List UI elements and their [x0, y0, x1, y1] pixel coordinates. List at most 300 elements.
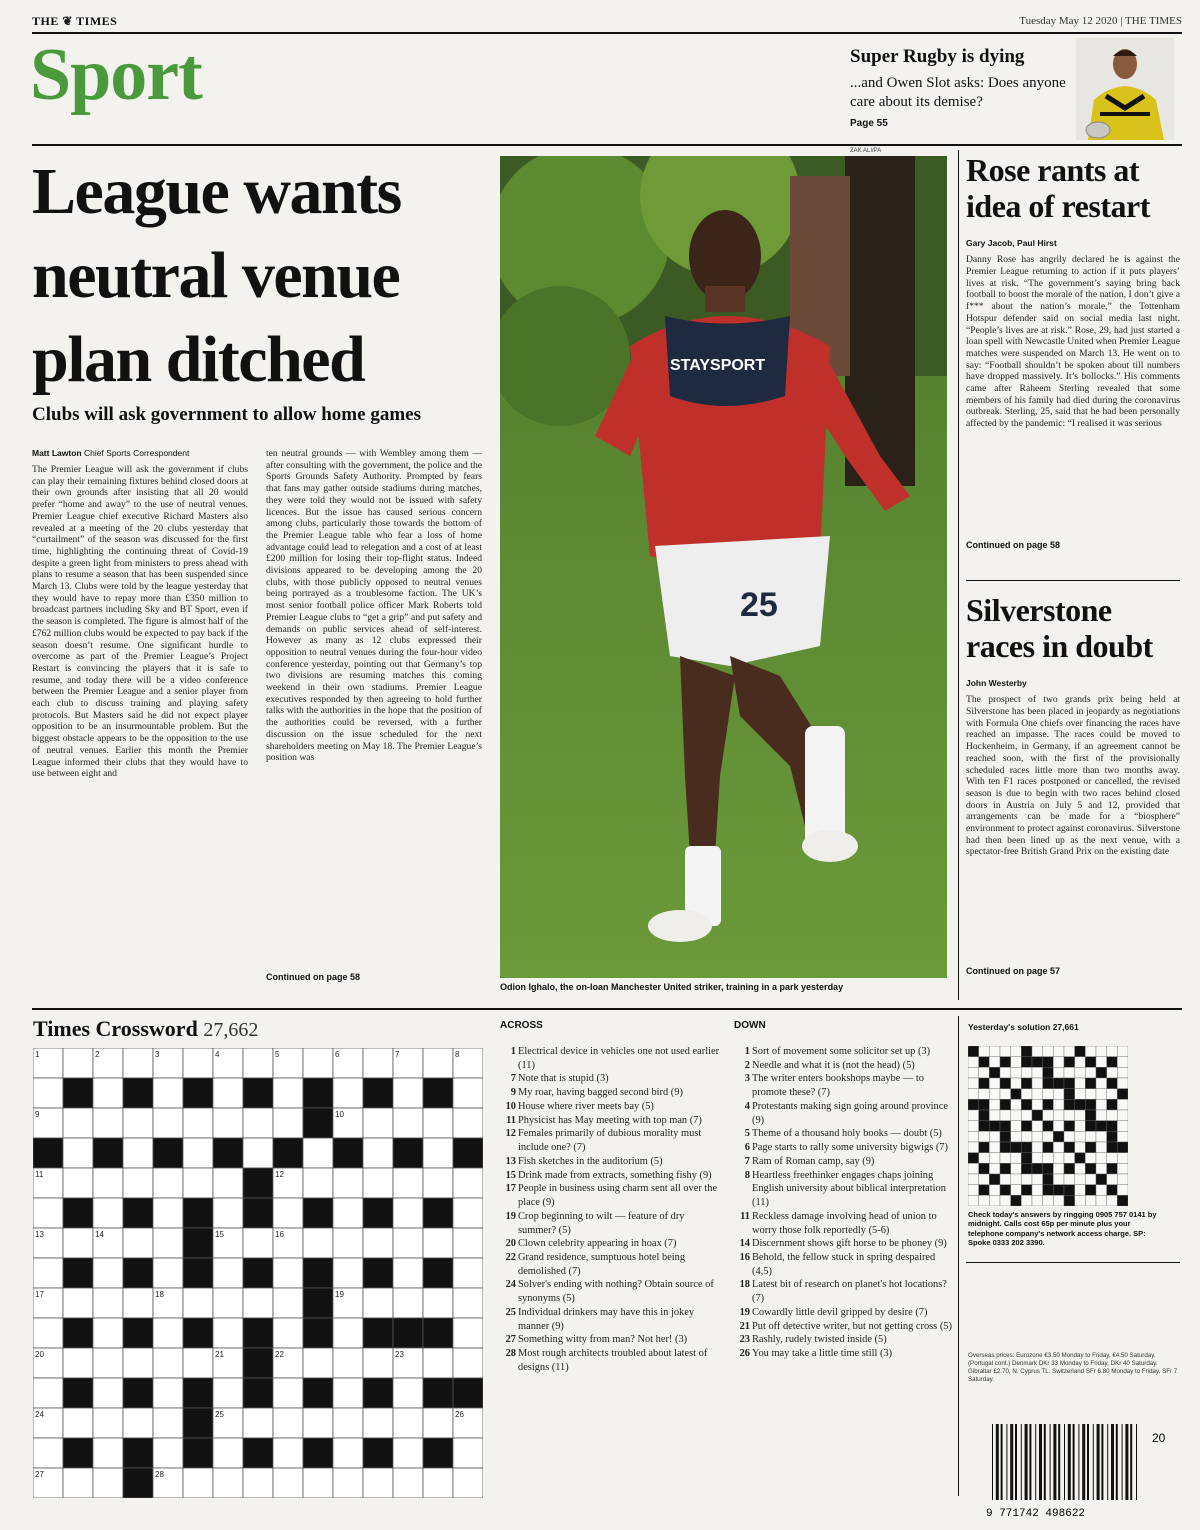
grid-cell[interactable]	[363, 1048, 393, 1078]
grid-cell[interactable]	[423, 1408, 453, 1438]
grid-cell[interactable]	[423, 1468, 453, 1498]
down-clue[interactable]	[734, 1333, 952, 1347]
shirt-sponsor: STAYSPORT	[670, 357, 766, 374]
across-clue[interactable]	[500, 1045, 722, 1072]
grid-cell[interactable]	[243, 1048, 273, 1078]
grid-cell[interactable]	[303, 1228, 333, 1258]
grid-cell[interactable]	[393, 1078, 423, 1108]
clue-number: 22	[505, 1252, 516, 1264]
down-clue[interactable]	[734, 1072, 952, 1099]
grid-cell[interactable]	[63, 1288, 93, 1318]
grid-cell[interactable]	[183, 1468, 213, 1498]
grid-cell[interactable]	[393, 1228, 423, 1258]
grid-block	[63, 1378, 93, 1408]
barcode-bar	[1136, 1424, 1137, 1500]
solution-block	[979, 1110, 990, 1121]
side-body: The prospect of two grands prix being held at Silverstone has been placed in jeopardy as negotiations with Formula One chiefs over financing the races have reached an impasse. The races could be moved to Hockenheim, in Germany, if an agreement cannot be reached soon, with the first of the provisionally scheduled races little more than two months away. With ten F1 races postponed or cancelled, the revised season is due to begin with two races behind closed doors in Austria on July 5 and 12, provided that arrangements can be made for a “biosphere” environment to protect against coronavirus. Silverstone had then been lined up as the next venue, with a spectator-free British Grand Prix on the existing date	[966, 694, 1180, 858]
grid-cell[interactable]	[123, 1168, 153, 1198]
grid-cell[interactable]	[153, 1198, 183, 1228]
grid-cell[interactable]	[363, 1108, 393, 1138]
top-rule	[32, 144, 1182, 146]
side-headline[interactable]: Silverstone races in doubt	[966, 592, 1153, 665]
grid-number: 26	[455, 1410, 464, 1419]
solution-block	[1096, 1121, 1107, 1132]
grid-cell[interactable]	[453, 1468, 483, 1498]
grid-cell[interactable]	[93, 1258, 123, 1288]
barcode-bar	[1053, 1424, 1056, 1500]
grid-cell[interactable]	[243, 1108, 273, 1138]
lead-headline[interactable]	[32, 150, 492, 401]
grid-cell[interactable]	[393, 1108, 423, 1138]
grid-cell[interactable]	[303, 1138, 333, 1168]
grid-number: 7	[395, 1050, 400, 1059]
grid-block	[243, 1378, 273, 1408]
grid-cell[interactable]	[213, 1288, 243, 1318]
solution-cell	[1053, 1195, 1064, 1206]
side-continued[interactable]: Continued on page 58	[966, 540, 1061, 551]
grid-cell[interactable]	[333, 1258, 363, 1288]
grid-cell[interactable]	[33, 1438, 63, 1468]
grid-cell[interactable]	[423, 1108, 453, 1138]
across-clue[interactable]	[500, 1333, 722, 1347]
crossword-grid[interactable]	[33, 1048, 483, 1498]
side-continued[interactable]: Continued on page 57	[966, 966, 1061, 977]
grid-cell[interactable]	[333, 1168, 363, 1198]
grid-cell[interactable]	[123, 1138, 153, 1168]
grid-cell[interactable]	[93, 1318, 123, 1348]
across-clue[interactable]	[500, 1278, 722, 1305]
solution-cell	[1043, 1131, 1054, 1142]
grid-cell[interactable]	[63, 1048, 93, 1078]
down-clue[interactable]	[734, 1100, 952, 1127]
side-story-silverstone	[966, 592, 1180, 976]
grid-block	[423, 1378, 453, 1408]
down-clue[interactable]	[734, 1306, 952, 1320]
solution-block	[1085, 1121, 1096, 1132]
grid-cell[interactable]	[213, 1168, 243, 1198]
grid-cell[interactable]	[93, 1348, 123, 1378]
grid-number: 23	[395, 1350, 404, 1359]
grid-cell[interactable]	[273, 1108, 303, 1138]
solution-cell	[979, 1089, 990, 1100]
grid-cell[interactable]	[333, 1318, 363, 1348]
grid-cell[interactable]	[153, 1348, 183, 1378]
grid-cell[interactable]	[93, 1168, 123, 1198]
grid-block	[153, 1138, 183, 1168]
solution-cell	[979, 1195, 990, 1206]
promo-title[interactable]: Super Rugby is dying	[850, 46, 1025, 67]
grid-block	[183, 1258, 213, 1288]
solution-cell	[968, 1110, 979, 1121]
grid-cell[interactable]	[123, 1348, 153, 1378]
solution-cell	[979, 1153, 990, 1164]
grid-cell[interactable]	[423, 1228, 453, 1258]
grid-cell[interactable]	[453, 1198, 483, 1228]
grid-cell[interactable]	[63, 1138, 93, 1168]
grid-block	[93, 1138, 123, 1168]
clue-number: 3	[744, 1073, 750, 1085]
grid-cell[interactable]	[273, 1078, 303, 1108]
solution-block	[1043, 1099, 1054, 1110]
solution-cell	[1021, 1131, 1032, 1142]
grid-cell[interactable]	[93, 1078, 123, 1108]
grid-cell[interactable]	[63, 1228, 93, 1258]
grid-cell[interactable]	[363, 1228, 393, 1258]
grid-cell[interactable]	[213, 1258, 243, 1288]
down-clue[interactable]	[734, 1251, 952, 1278]
barcode	[978, 1420, 1174, 1522]
across-clue[interactable]	[500, 1306, 722, 1333]
grid-cell[interactable]	[153, 1228, 183, 1258]
grid-cell[interactable]	[93, 1438, 123, 1468]
solution-cell	[1053, 1089, 1064, 1100]
across-clue[interactable]	[500, 1251, 722, 1278]
solution-block	[1117, 1089, 1128, 1100]
grid-cell[interactable]	[273, 1378, 303, 1408]
grid-cell[interactable]	[273, 1438, 303, 1468]
grid-cell[interactable]	[393, 1168, 423, 1198]
grid-cell[interactable]	[33, 1258, 63, 1288]
barcode-bar	[1122, 1424, 1123, 1500]
solution-cell	[1011, 1131, 1022, 1142]
grid-cell[interactable]	[273, 1318, 303, 1348]
grid-cell[interactable]	[33, 1318, 63, 1348]
grid-number: 22	[275, 1350, 284, 1359]
grid-cell[interactable]	[243, 1228, 273, 1258]
down-clue[interactable]	[734, 1347, 952, 1361]
grid-cell[interactable]	[393, 1288, 423, 1318]
grid-cell[interactable]	[273, 1198, 303, 1228]
clue-text: Discernment shows gift horse to be phoney (9)	[752, 1238, 947, 1250]
grid-cell[interactable]	[303, 1048, 333, 1078]
grid-cell[interactable]	[153, 1318, 183, 1348]
grid-cell[interactable]	[333, 1468, 363, 1498]
grid-cell[interactable]	[393, 1378, 423, 1408]
grid-cell[interactable]	[423, 1348, 453, 1378]
grid-cell[interactable]	[213, 1468, 243, 1498]
grid-cell[interactable]	[93, 1288, 123, 1318]
solution-cell	[1085, 1195, 1096, 1206]
grid-cell[interactable]	[453, 1438, 483, 1468]
grid-cell[interactable]	[153, 1108, 183, 1138]
grid-cell[interactable]	[153, 1258, 183, 1288]
solution-cell	[1085, 1067, 1096, 1078]
across-clue[interactable]	[500, 1182, 722, 1209]
clue-text: Crop beginning to wilt — feature of dry summer? (5)	[518, 1210, 685, 1236]
solution-block	[1064, 1185, 1075, 1196]
clue-number: 25	[505, 1306, 516, 1318]
across-clue[interactable]	[500, 1086, 722, 1100]
solution-cell	[1107, 1089, 1118, 1100]
solution-cell	[1011, 1174, 1022, 1185]
grid-cell[interactable]	[213, 1318, 243, 1348]
across-clue[interactable]	[500, 1100, 722, 1114]
grid-block	[243, 1318, 273, 1348]
solution-cell	[1032, 1121, 1043, 1132]
grid-cell[interactable]	[63, 1468, 93, 1498]
solution-block	[1085, 1099, 1096, 1110]
grid-cell[interactable]	[303, 1468, 333, 1498]
grid-cell[interactable]	[303, 1408, 333, 1438]
grid-cell[interactable]	[63, 1408, 93, 1438]
grid-cell[interactable]	[363, 1468, 393, 1498]
down-clue[interactable]	[734, 1059, 952, 1073]
barcode-bar	[1093, 1424, 1094, 1500]
across-clue[interactable]	[500, 1210, 722, 1237]
grid-cell[interactable]	[273, 1288, 303, 1318]
solution-cell	[989, 1057, 1000, 1068]
solution-block	[979, 1121, 990, 1132]
grid-cell[interactable]	[123, 1048, 153, 1078]
grid-cell[interactable]	[183, 1288, 213, 1318]
grid-cell[interactable]	[453, 1108, 483, 1138]
across-clue[interactable]	[500, 1127, 722, 1154]
solution-cell	[1117, 1131, 1128, 1142]
grid-cell[interactable]	[213, 1438, 243, 1468]
solution-cell	[989, 1142, 1000, 1153]
solution-cell	[1000, 1046, 1011, 1057]
down-clue[interactable]	[734, 1237, 952, 1251]
grid-cell[interactable]	[123, 1408, 153, 1438]
solution-cell	[1011, 1185, 1022, 1196]
grid-cell[interactable]	[453, 1258, 483, 1288]
grid-cell[interactable]	[453, 1168, 483, 1198]
grid-cell[interactable]	[333, 1078, 363, 1108]
across-clue[interactable]	[500, 1072, 722, 1086]
solution-block	[1000, 1078, 1011, 1089]
solution-block	[1064, 1089, 1075, 1100]
grid-number: 15	[215, 1230, 224, 1239]
grid-cell[interactable]	[423, 1288, 453, 1318]
solution-cell	[1000, 1089, 1011, 1100]
grid-cell[interactable]	[363, 1348, 393, 1378]
lead-continued[interactable]: Continued on page 58	[266, 972, 361, 982]
crossword-rule	[32, 1008, 1182, 1010]
across-clue[interactable]	[500, 1237, 722, 1251]
photo-caption: Odion Ighalo, the on-loan Manchester United striker, training in a park yesterday	[500, 982, 844, 992]
grid-cell[interactable]	[453, 1288, 483, 1318]
solution-cell	[1096, 1110, 1107, 1121]
solution-grid	[968, 1046, 1128, 1206]
solution-cell	[1032, 1067, 1043, 1078]
grid-cell[interactable]	[393, 1438, 423, 1468]
grid-cell[interactable]	[393, 1258, 423, 1288]
grid-cell[interactable]	[363, 1288, 393, 1318]
grid-block	[333, 1138, 363, 1168]
grid-cell[interactable]	[453, 1228, 483, 1258]
grid-cell[interactable]	[393, 1468, 423, 1498]
grid-cell[interactable]	[93, 1468, 123, 1498]
grid-cell[interactable]	[93, 1108, 123, 1138]
solution-cell	[1053, 1099, 1064, 1110]
solution-cell	[1032, 1153, 1043, 1164]
clue-text: My roar, having bagged second bird (9)	[518, 1087, 683, 1099]
grid-cell[interactable]	[243, 1288, 273, 1318]
solution-block	[1011, 1089, 1022, 1100]
grid-cell[interactable]	[213, 1108, 243, 1138]
grid-block	[33, 1138, 63, 1168]
grid-cell[interactable]	[63, 1168, 93, 1198]
solution-block	[1043, 1142, 1054, 1153]
grid-cell[interactable]	[183, 1138, 213, 1168]
clue-text: Note that is stupid (3)	[518, 1073, 609, 1085]
grid-cell[interactable]	[273, 1468, 303, 1498]
grid-block	[303, 1078, 333, 1108]
grid-cell[interactable]	[423, 1048, 453, 1078]
clue-text: Needle and what it is (not the head) (5)	[752, 1059, 915, 1071]
grid-cell[interactable]	[243, 1408, 273, 1438]
grid-block	[123, 1318, 153, 1348]
clue-number: 17	[505, 1183, 516, 1195]
solution-block	[1096, 1174, 1107, 1185]
down-clue[interactable]	[734, 1141, 952, 1155]
grid-block	[183, 1438, 213, 1468]
solution-cell	[1117, 1057, 1128, 1068]
grid-cell[interactable]	[453, 1078, 483, 1108]
solution-cell	[1075, 1057, 1086, 1068]
grid-cell[interactable]	[33, 1378, 63, 1408]
grid-cell[interactable]	[183, 1348, 213, 1378]
solution-block	[1032, 1057, 1043, 1068]
grid-block	[303, 1108, 333, 1138]
grid-cell[interactable]	[423, 1168, 453, 1198]
solution-cell	[1011, 1110, 1022, 1121]
clue-number: 9	[510, 1087, 516, 1099]
down-clue[interactable]	[734, 1169, 952, 1210]
grid-cell[interactable]	[123, 1228, 153, 1258]
solution-cell	[1107, 1174, 1118, 1185]
grid-block	[303, 1258, 333, 1288]
grid-cell[interactable]	[63, 1348, 93, 1378]
solution-cell	[1053, 1046, 1064, 1057]
grid-cell[interactable]	[63, 1108, 93, 1138]
grid-cell[interactable]	[213, 1078, 243, 1108]
grid-cell[interactable]	[183, 1108, 213, 1138]
grid-cell[interactable]	[333, 1378, 363, 1408]
down-clue[interactable]	[734, 1155, 952, 1169]
clue-number: 1	[744, 1046, 750, 1057]
grid-cell[interactable]	[93, 1408, 123, 1438]
newspaper-logo: THE ❦ TIMES	[32, 14, 118, 28]
grid-cell[interactable]	[333, 1198, 363, 1228]
solution-cell	[1075, 1174, 1086, 1185]
clue-number: 14	[739, 1238, 750, 1250]
grid-cell[interactable]	[303, 1168, 333, 1198]
solution-cell	[1043, 1195, 1054, 1206]
across-clue[interactable]	[500, 1114, 722, 1128]
solution-cell	[989, 1185, 1000, 1196]
grid-block	[123, 1378, 153, 1408]
lead-strap: Clubs will ask government to allow home games	[32, 404, 421, 425]
grid-cell[interactable]	[183, 1168, 213, 1198]
barcode-bar	[1116, 1424, 1118, 1500]
grid-cell[interactable]	[393, 1408, 423, 1438]
across-clue[interactable]	[500, 1155, 722, 1169]
solution-cell	[989, 1046, 1000, 1057]
clue-number: 23	[739, 1334, 750, 1346]
solution-cell	[968, 1078, 979, 1089]
grid-block	[243, 1348, 273, 1378]
grid-block	[123, 1078, 153, 1108]
grid-cell[interactable]	[243, 1138, 273, 1168]
solution-cell	[1085, 1046, 1096, 1057]
clue-text: Page starts to rally some university bigwigs (7)	[752, 1142, 948, 1154]
solution-block	[1053, 1185, 1064, 1196]
solution-block	[968, 1099, 979, 1110]
grid-cell[interactable]	[213, 1378, 243, 1408]
solution-cell	[968, 1067, 979, 1078]
grid-cell[interactable]	[33, 1078, 63, 1108]
grid-cell[interactable]	[333, 1348, 363, 1378]
grid-block	[243, 1078, 273, 1108]
down-clue[interactable]	[734, 1320, 952, 1334]
solution-block	[979, 1163, 990, 1174]
grid-number: 8	[455, 1050, 460, 1059]
grid-cell[interactable]	[393, 1198, 423, 1228]
grid-cell[interactable]	[93, 1378, 123, 1408]
down-clue[interactable]	[734, 1045, 952, 1059]
down-clue[interactable]	[734, 1210, 952, 1237]
grid-number: 28	[155, 1470, 164, 1479]
grid-cell[interactable]	[123, 1108, 153, 1138]
solution-cell	[1075, 1067, 1086, 1078]
grid-number: 11	[35, 1170, 44, 1179]
clue-text: Something witty from man? Not her! (3)	[518, 1334, 688, 1346]
grid-cell[interactable]	[33, 1198, 63, 1228]
grid-cell[interactable]	[243, 1468, 273, 1498]
grid-cell[interactable]	[333, 1408, 363, 1438]
solution-block	[1064, 1099, 1075, 1110]
side-headline[interactable]: Rose rants at idea of restart	[966, 152, 1150, 225]
grid-cell[interactable]	[363, 1408, 393, 1438]
solution-cell	[989, 1131, 1000, 1142]
clue-text: Physicist has May meeting with top man (7)	[518, 1114, 702, 1126]
grid-cell[interactable]	[303, 1348, 333, 1378]
solution-cell	[979, 1046, 990, 1057]
grid-block	[243, 1438, 273, 1468]
grid-cell[interactable]	[153, 1378, 183, 1408]
grid-cell[interactable]	[333, 1228, 363, 1258]
grid-cell[interactable]	[423, 1138, 453, 1168]
solution-block	[979, 1078, 990, 1089]
solution-block	[1075, 1046, 1086, 1057]
down-clue[interactable]	[734, 1278, 952, 1305]
grid-cell[interactable]	[273, 1408, 303, 1438]
grid-cell[interactable]	[183, 1048, 213, 1078]
grid-cell[interactable]	[153, 1408, 183, 1438]
grid-cell[interactable]	[363, 1168, 393, 1198]
grid-cell[interactable]	[363, 1138, 393, 1168]
across-clue[interactable]	[500, 1169, 722, 1183]
grid-cell[interactable]	[333, 1438, 363, 1468]
solution-block	[1021, 1099, 1032, 1110]
grid-cell[interactable]	[213, 1198, 243, 1228]
grid-number: 27	[35, 1470, 44, 1479]
grid-cell[interactable]	[153, 1078, 183, 1108]
grid-cell[interactable]	[153, 1168, 183, 1198]
across-clue[interactable]	[500, 1347, 722, 1374]
clue-text: Drink made from extracts, something fishy (9)	[518, 1169, 712, 1181]
down-clue[interactable]	[734, 1127, 952, 1141]
grid-cell[interactable]	[153, 1438, 183, 1468]
solution-cell	[1000, 1110, 1011, 1121]
lead-body-col1: The Premier League will ask the government if clubs can play their remaining fixtures behind closed doors at their own grounds after insisting that all 20 would prefer “home and away” to the use of neutral venues. Premier League chief executive Richard Masters also revealed at a meeting of the 20 clubs yesterday that “curtailment” of the season was discussed for the first time, highlighting the continuing threat of Covid-19 despite a green light from ministers to press ahead with plans to resume a season that has been suspended since March 13. Clubs were told by the league yesterday that they would have to repay more than £350 million to broadcast partners including Sky and BT Sport, even if the season is completed. The figure is almost half of the £762 million clubs would be expected to pay back if the season doesn’t resume. One significant hurdle to overcome as part of the Premier League’s Project Restart is convincing the players that it is safe to resume, and today there will be a video conference between the Premier League and a senior player from each club to discuss training and playing safety protocols. But Masters said he did not expect player opposition to be an insurmountable problem. But the biggest obstacle appears to be the opposition to the use of neutral venues. Earlier this month the Premier League informed their clubs that they would have to use between eight and	[32, 464, 248, 780]
grid-cell[interactable]	[123, 1288, 153, 1318]
grid-cell[interactable]	[93, 1198, 123, 1228]
grid-cell[interactable]	[273, 1258, 303, 1288]
grid-cell[interactable]	[453, 1318, 483, 1348]
grid-cell[interactable]	[453, 1348, 483, 1378]
